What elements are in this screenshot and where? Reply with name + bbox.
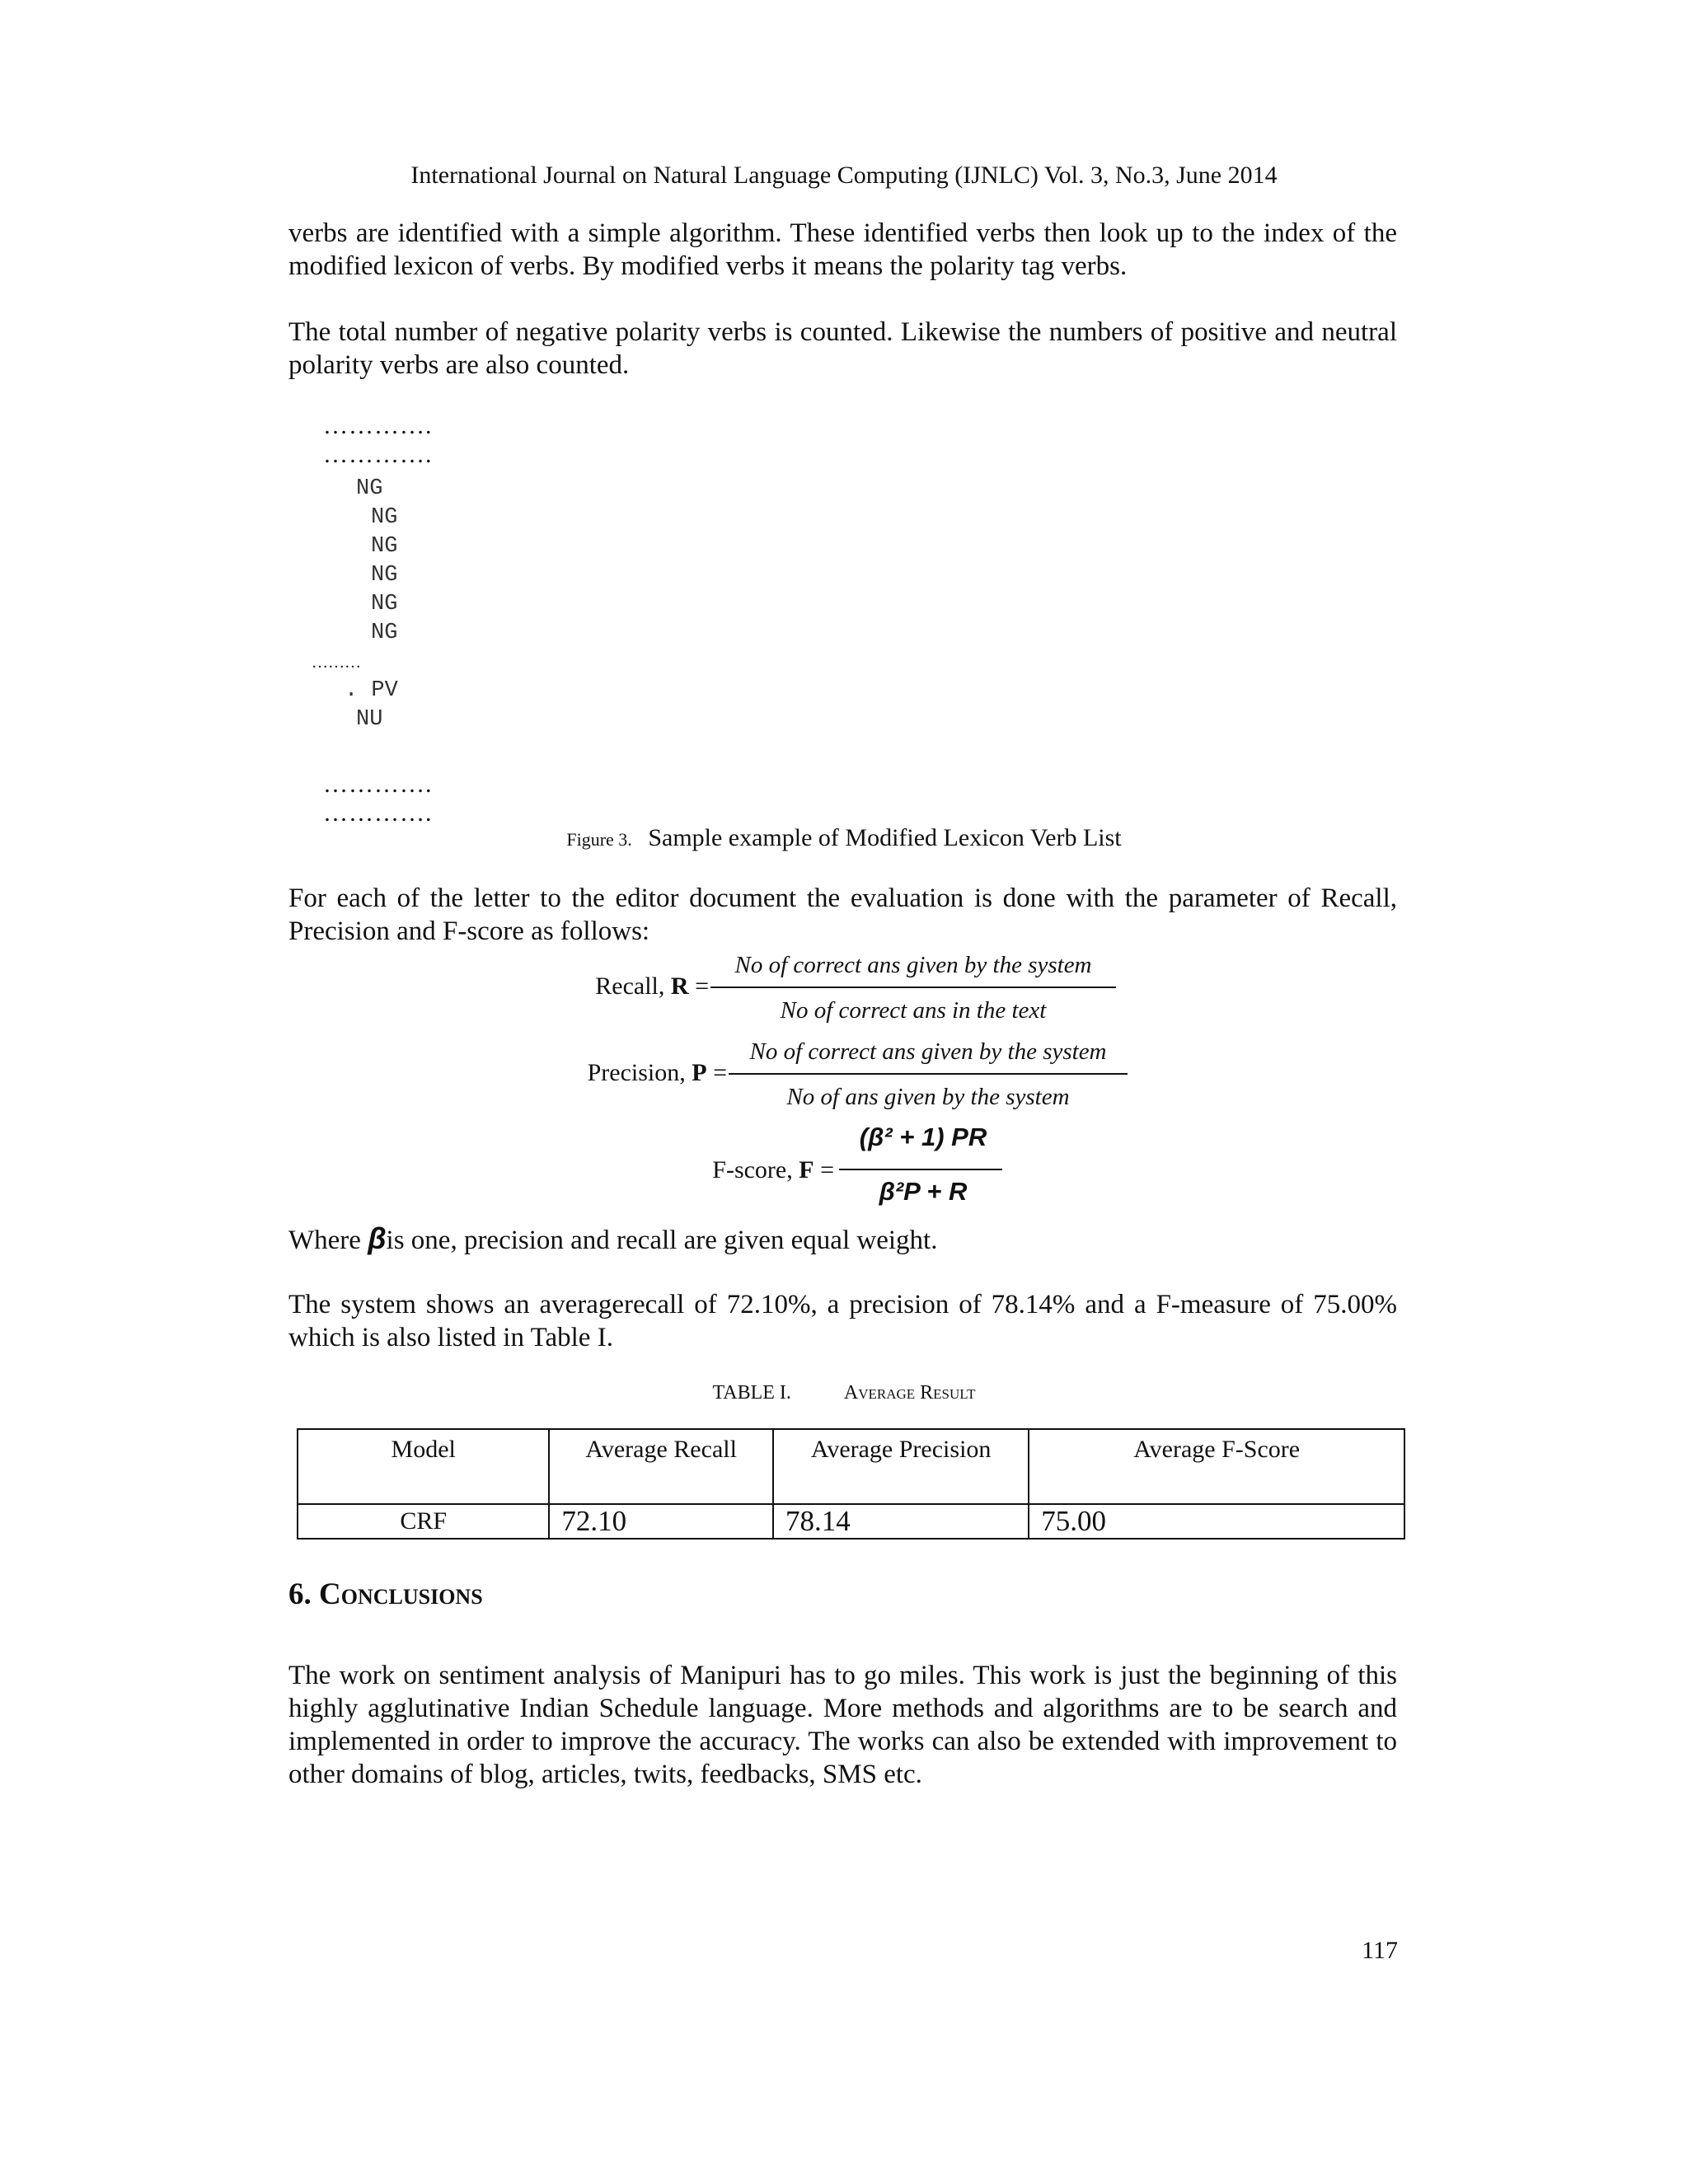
recall-numerator: No of correct ans given by the system (734, 952, 1092, 978)
fscore-label (659, 1156, 834, 1184)
figure-tag-ng: NG (371, 621, 398, 645)
precision-label (528, 1059, 727, 1087)
paragraph-verb-identification: verbs are identified with a simple algorithm. These identified verbs then look up to the index of the modified lexicon of verbs. By modified verbs it means the polarity tag verbs. (288, 218, 1397, 281)
paragraph-polarity-count: The total number of negative polarity verbs is counted. Likewise the numbers of positive and neutral polarity verbs are also counted. (288, 317, 1397, 380)
recall-denominator: No of correct ans in the text (780, 997, 1047, 1024)
header-average-recall: Average Recall (549, 1429, 773, 1504)
page-number: 117 (1362, 1937, 1398, 1964)
figure-tag-ng: NG (371, 534, 398, 559)
fscore-fraction-line (839, 1169, 1002, 1170)
header-model: Model (298, 1429, 549, 1504)
fscore-symbol: F (799, 1156, 814, 1183)
section-heading-conclusions (288, 1577, 483, 1612)
recall-label (528, 972, 709, 1001)
paragraph-evaluation: For each of the letter to the editor document the evaluation is done with the parameter of Recall, Precision and F-score as follows: (288, 883, 1397, 946)
equals-sign: = (820, 1156, 834, 1183)
figure-dots-mid: ……… (312, 654, 361, 672)
table-row (298, 1504, 1404, 1539)
figure-caption-text: Sample example of Modified Lexicon Verb List (648, 824, 1122, 851)
table-header-row (298, 1429, 1404, 1504)
table-caption (0, 1382, 1688, 1404)
fscore-label-text: F-score, (712, 1156, 793, 1183)
equals-sign: = (713, 1059, 727, 1086)
section-title: Conclusions (319, 1577, 483, 1611)
figure-caption (0, 824, 1688, 852)
figure-caption-label: Figure 3. (566, 829, 632, 850)
figure-dots-bottom-1: …………. (323, 771, 433, 798)
figure-dots-top-2: …………. (323, 441, 433, 468)
journal-header: International Journal on Natural Language Computing (IJNLC) Vol. 3, No.3, June 2014 (410, 162, 1278, 189)
beta-symbol: β (368, 1221, 387, 1255)
cell-precision: 78.14 (773, 1504, 1029, 1539)
fscore-numerator: (β² + 1) PR (859, 1122, 987, 1151)
figure-tag-nu: NU (356, 707, 383, 732)
recall-label-text: Recall, (595, 972, 665, 1000)
precision-denominator: No of ans given by the system (786, 1084, 1070, 1110)
fscore-denominator: β²P + R (879, 1177, 968, 1206)
section-number: 6. (288, 1577, 312, 1611)
precision-numerator: No of correct ans given by the system (749, 1038, 1107, 1065)
figure-tag-pv: . PV (345, 678, 398, 703)
precision-fraction-line (729, 1073, 1128, 1075)
figure-tag-ng: NG (356, 476, 383, 501)
precision-label-text: Precision, (587, 1059, 686, 1086)
recall-fraction-line (710, 987, 1116, 988)
cell-fscore: 75.00 (1029, 1504, 1404, 1539)
where-text: Where (288, 1226, 361, 1255)
results-table (297, 1428, 1405, 1540)
figure-dots-bottom-2: …………. (323, 799, 433, 827)
table-caption-title: Average Result (843, 1382, 976, 1404)
precision-symbol: P (692, 1059, 707, 1086)
paragraph-conclusions: The work on sentiment analysis of Manipuri has to go miles. This work is just the beginning of this highly agglutinative Indian Schedule language. More methods and algorithms are to be search and implemented in order to improve the accuracy. The works can also be extended with improvement to other domains of blog, articles, twits, feedbacks, SMS etc. (288, 1661, 1397, 1789)
paragraph-beta-weight (288, 1222, 1397, 1257)
figure-dots-top-1: …………. (323, 412, 433, 439)
paragraph-results-summary: The system shows an averagerecall of 72.10%, a precision of 78.14% and a F-measure of 75.00% which is also listed in Table I. (288, 1290, 1397, 1352)
beta-description: is one, precision and recall are given equal weight. (386, 1226, 938, 1255)
header-average-fscore: Average F-Score (1029, 1429, 1404, 1504)
equals-sign: = (695, 972, 709, 1000)
table-caption-label: TABLE I. (712, 1382, 791, 1404)
header-average-precision: Average Precision (773, 1429, 1029, 1504)
figure-tag-ng: NG (371, 505, 398, 530)
cell-recall: 72.10 (549, 1504, 773, 1539)
figure-tag-ng: NG (371, 592, 398, 616)
cell-model: CRF (298, 1504, 549, 1539)
recall-symbol: R (670, 972, 689, 1000)
figure-tag-ng: NG (371, 563, 398, 588)
